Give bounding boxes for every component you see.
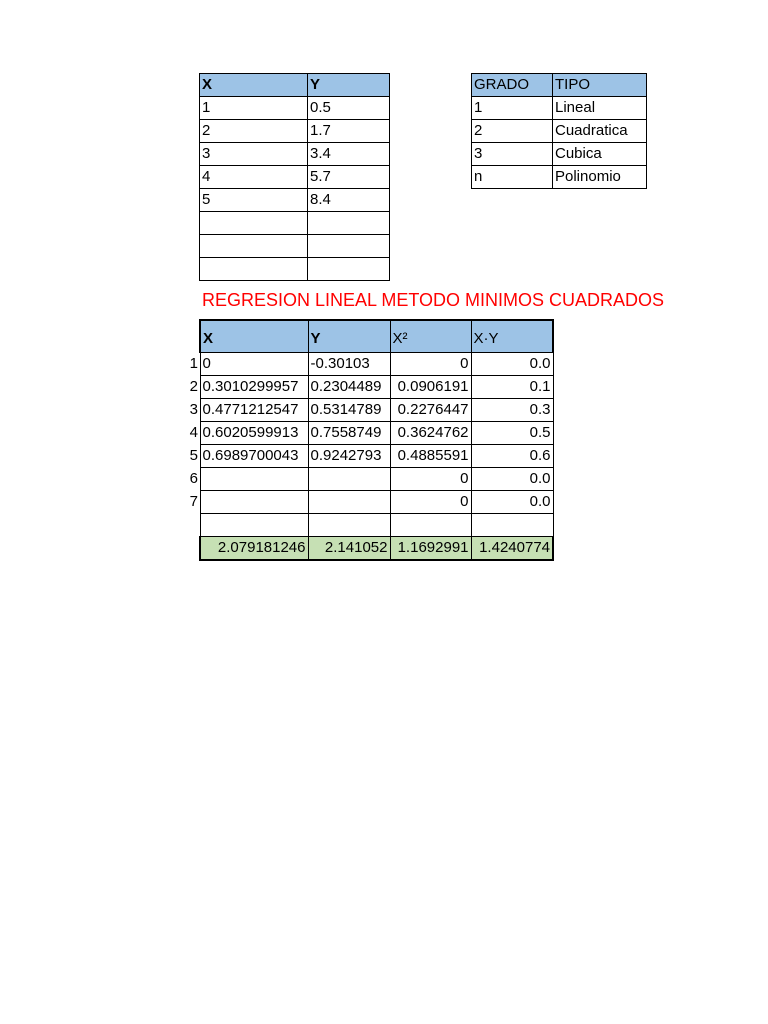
cell[interactable]: 5.7 — [308, 166, 390, 189]
cell[interactable] — [308, 491, 390, 514]
table-row — [200, 212, 390, 235]
table-header-row — [200, 74, 390, 97]
cell[interactable] — [308, 212, 390, 235]
grado-tipo-table — [471, 73, 647, 189]
table-row — [200, 189, 390, 212]
cell[interactable] — [200, 514, 308, 537]
cell[interactable]: Cuadratica — [553, 120, 647, 143]
table-row — [472, 120, 647, 143]
cell[interactable]: 0.5 — [471, 422, 553, 445]
table-header-row — [200, 320, 553, 353]
cell[interactable]: 0.6020599913 — [200, 422, 308, 445]
cell[interactable]: 0.3624762 — [390, 422, 471, 445]
cell[interactable]: 1 — [472, 97, 553, 120]
header-cell-y[interactable]: Y — [308, 74, 390, 97]
cell[interactable]: 0.6989700043 — [200, 445, 308, 468]
row-number: 3 — [189, 401, 198, 418]
cell[interactable]: 0.4885591 — [390, 445, 471, 468]
row-number: 5 — [189, 447, 198, 464]
cell[interactable]: Cubica — [553, 143, 647, 166]
cell[interactable]: 0.5 — [308, 97, 390, 120]
cell[interactable]: 0.2276447 — [390, 399, 471, 422]
table-row — [200, 97, 390, 120]
cell[interactable] — [200, 468, 308, 491]
sum-cell-y[interactable]: 2.141052 — [308, 537, 390, 561]
cell[interactable]: 3.4 — [308, 143, 390, 166]
section-title: REGRESION LINEAL METODO MINIMOS CUADRADOS — [202, 290, 665, 310]
row-number: 7 — [189, 493, 198, 510]
table-row — [200, 491, 553, 514]
cell[interactable]: Lineal — [553, 97, 647, 120]
cell[interactable]: 0.5314789 — [308, 399, 390, 422]
cell[interactable]: 0.0 — [471, 491, 553, 514]
cell[interactable] — [200, 235, 308, 258]
cell[interactable]: 1.7 — [308, 120, 390, 143]
header-cell-x-squared[interactable]: X² — [390, 320, 471, 353]
cell[interactable]: 0.3 — [471, 399, 553, 422]
cell[interactable] — [390, 514, 471, 537]
cell[interactable]: 2 — [472, 120, 553, 143]
cell[interactable] — [308, 258, 390, 281]
table-row — [200, 399, 553, 422]
cell[interactable]: 0 — [390, 353, 471, 376]
cell[interactable]: Polinomio — [553, 166, 647, 189]
cell[interactable]: 0.1 — [471, 376, 553, 399]
cell[interactable]: 0.7558749 — [308, 422, 390, 445]
regression-table — [199, 319, 554, 561]
cell[interactable] — [200, 258, 308, 281]
table-row — [200, 120, 390, 143]
cell[interactable] — [308, 235, 390, 258]
cell[interactable]: 0.9242793 — [308, 445, 390, 468]
table-row — [200, 468, 553, 491]
header-cell-grado[interactable]: GRADO — [472, 74, 553, 97]
sum-cell-x-times-y[interactable]: 1.4240774 — [471, 537, 553, 561]
cell[interactable]: 5 — [200, 189, 308, 212]
header-cell-x[interactable]: X — [200, 320, 308, 353]
header-cell-tipo[interactable]: TIPO — [553, 74, 647, 97]
header-cell-x[interactable]: X — [200, 74, 308, 97]
sum-cell-x[interactable]: 2.079181246 — [200, 537, 308, 561]
row-number: 4 — [189, 424, 198, 441]
table-row — [200, 445, 553, 468]
cell[interactable]: 4 — [200, 166, 308, 189]
cell[interactable]: 0.6 — [471, 445, 553, 468]
header-cell-x-times-y[interactable]: X·Y — [471, 320, 553, 353]
cell[interactable] — [308, 514, 390, 537]
cell[interactable]: 0.0 — [471, 468, 553, 491]
cell[interactable]: 3 — [472, 143, 553, 166]
table-row — [200, 514, 553, 537]
row-number: 6 — [189, 470, 198, 487]
cell[interactable]: 2 — [200, 120, 308, 143]
table-row — [200, 143, 390, 166]
sum-row — [200, 537, 553, 561]
cell[interactable]: 8.4 — [308, 189, 390, 212]
cell[interactable]: 0 — [390, 468, 471, 491]
cell[interactable]: 0 — [200, 353, 308, 376]
header-cell-y[interactable]: Y — [308, 320, 390, 353]
cell[interactable] — [308, 468, 390, 491]
cell[interactable]: 0.4771212547 — [200, 399, 308, 422]
table-row — [200, 166, 390, 189]
cell[interactable]: 0.2304489 — [308, 376, 390, 399]
table-row — [200, 422, 553, 445]
cell[interactable]: 0.0906191 — [390, 376, 471, 399]
cell[interactable]: -0.30103 — [308, 353, 390, 376]
cell[interactable]: 1 — [200, 97, 308, 120]
cell[interactable] — [200, 212, 308, 235]
cell[interactable]: 0 — [390, 491, 471, 514]
table-row — [200, 353, 553, 376]
row-numbers — [182, 352, 198, 513]
cell[interactable]: 0.0 — [471, 353, 553, 376]
row-number: 1 — [189, 355, 198, 372]
xy-data-table — [199, 73, 390, 281]
table-row — [200, 235, 390, 258]
table-row — [472, 166, 647, 189]
cell[interactable] — [200, 491, 308, 514]
cell[interactable] — [471, 514, 553, 537]
sum-cell-x-squared[interactable]: 1.1692991 — [390, 537, 471, 561]
table-header-row — [472, 74, 647, 97]
table-row — [472, 143, 647, 166]
table-row — [472, 97, 647, 120]
cell[interactable]: 3 — [200, 143, 308, 166]
table-row — [200, 376, 553, 399]
row-number: 2 — [189, 378, 198, 395]
cell[interactable]: 0.3010299957 — [200, 376, 308, 399]
table-row — [200, 258, 390, 281]
cell[interactable]: n — [472, 166, 553, 189]
